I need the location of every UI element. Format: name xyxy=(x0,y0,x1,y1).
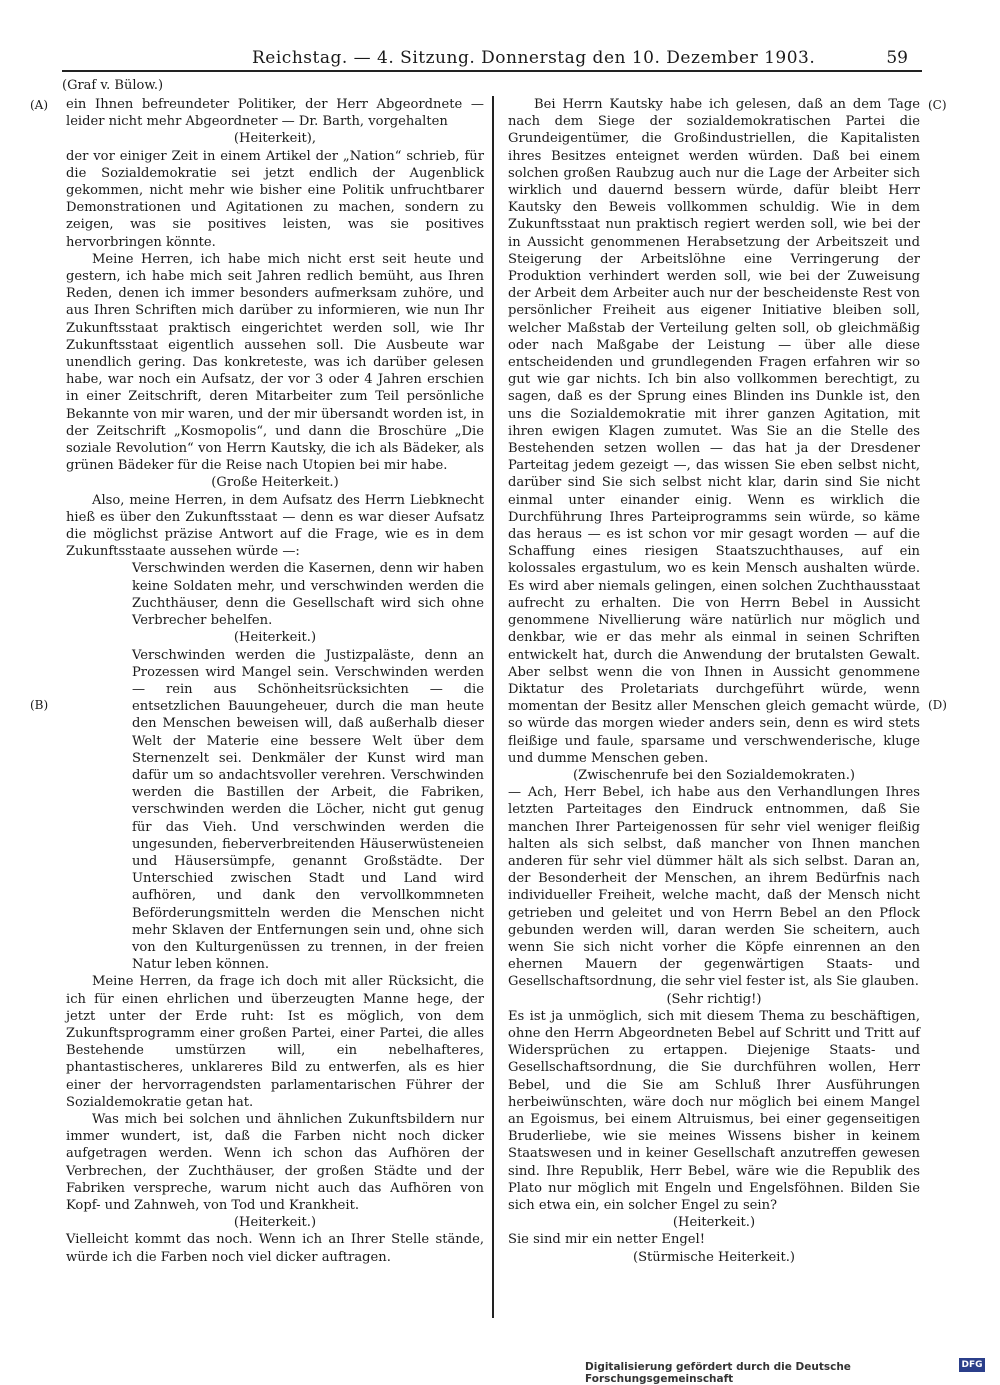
speaker-label: (Graf v. Bülow.) xyxy=(62,78,164,93)
margin-mark-c: (C) xyxy=(928,98,947,112)
page-header xyxy=(62,48,922,72)
interjection: (Heiterkeit), xyxy=(233,131,317,147)
interjection: (Heiterkeit.) xyxy=(672,1215,756,1231)
paragraph: Bei Herrn Kautsky habe ich gelesen, daß an dem Tage nach dem Siege der sozialdemokratischen Partei die Grundeigentümer, die Großindustriellen, die Kapitalisten ihres Besitzes enteignet werden würden. Daß bei einem solchen großen Raubzug auch nur die Lage der Arbeiter sich wirklich und dauernd bessern würde, dafür bleibt Herr Kautsky den Beweis vollkommen schuldig. Wie in dem Zukunftsstaat nun praktisch regiert werden soll, wie bei der in Aussicht genommenen Herabsetzung der Arbeitszeit und Steigerung der Arbeitslöhne eine Verringerung der Produktion verhindert werden soll, wie bei der Zuweisung der Arbeit dem Arbeiter auch nur der bescheidenste Rest von persönlicher Freiheit aus eigener Initiative bleiben soll, welcher Maßstab der Verteilung gelten soll, ob gleichmäßig oder nach Maßgabe der Leistung — über alle diese entscheidenden und grundlegenden Fragen erfahren wir so gut wie gar nichts. Ich bin also vollkommen berechtigt, zu sagen, daß es der Sprung eines Blinden ins Dunkle ist, den uns die Sozialdemokratie mit ihrer ganzen Agitation, mit ihren ewigen Klagen zumutet. Was Sie an die Stelle des Bestehenden setzen wollen — das hat ja der Dresdener Parteitag jedem gezeigt —, das wissen Sie eben selbst nicht, darüber sind Sie sich selbst nicht klar, darin sind Sie nicht einmal unter einander einig. Wenn es wirklich die Durchführung Ihres Parteiprogramms sein würde, so käme das heraus — es ist schon vor mir gesagt worden — auf die Schaffung eines riesigen Staatszuchthauses, auf ein kolossales ergastulum, wo es kein Mensch aushalten würde. Es wird aber niemals gelingen, einen solchen Zuchthausstaat aufrecht zu erhalten. Die von Herrn Bebel in Aussicht genommene Nivellierung wäre natürlich nur möglich und denkbar, wie er das mehr als einmal in seinen Schriften entwickelt hat, durch die Anwendung der brutalsten Gewalt. Aber selbst wenn die von Ihnen in Aussicht genommene Diktatur des Proletariats durchgeführt würde, wenn momentan der Besitz aller Menschen gleich gemacht würde, so würde das morgen wieder anders sein, denn es wird stets fleißige und faule, sparsame und verschwenderische, kluge und dumme Menschen geben. xyxy=(508,97,920,766)
dfg-logo: DFG xyxy=(959,1358,985,1372)
paragraph: Also, meine Herren, in dem Aufsatz des Herrn Liebknecht hieß es über den Zukunftsstaat — denn es war dieser Aufsatz die möglichst präzise Antwort auf die Frage, wie es in dem Zukunftsstaate aussehen würde —: xyxy=(66,492,484,560)
interjection: (Sehr richtig!) xyxy=(666,991,762,1007)
interjection: (Stürmische Heiterkeit.) xyxy=(632,1249,796,1265)
footer-credit: Digitalisierung gefördert durch die Deutsche Forschungsgemeinschaft xyxy=(585,1361,851,1385)
interjection: (Große Heiterkeit.) xyxy=(211,475,339,491)
paragraph: Meine Herren, da frage ich doch mit aller Rücksicht, die ich für einen ehrlichen und überzeugten Manne hege, der jetzt unter der Erde ruht: Ist es möglich, von dem Zukunftsprogramm einer großen Partei, einer Partei, die alles Bestehende umstürzen will, ein nebelhafteres, phantastischeres, unklareres Bild zu entwerfen, als es hier einer der hervorragendsten parlamentarischen Führer der Sozialdemokratie getan hat. xyxy=(66,974,484,1110)
paragraph: Sie sind mir ein netter Engel! xyxy=(508,1232,705,1248)
header-title: Reichstag. — 4. Sitzung. Donnerstag den 10. Dezember 1903. xyxy=(252,48,816,68)
interjection: (Zwischenrufe bei den Sozialdemokraten.) xyxy=(572,767,855,783)
paragraph: Was mich bei solchen und ähnlichen Zukunftsbildern nur immer wundert, ist, daß die Farben nicht noch dicker aufgetragen werden. Wenn ich schon das Aufhören der Verbrechen, der Zuchthäuser, der großen Städte und der Fabriken verspreche, warum nicht auch das Aufhören von Kopf- und Zahnweh, von Tod und Krankheit. xyxy=(66,1111,484,1213)
paragraph: Es ist ja unmöglich, sich mit diesem Thema zu beschäftigen, ohne den Herrn Abgeordneten Bebel auf Schritt und Tritt auf Widersprüchen zu ertappen. Diejenige Staats- und Gesellschaftsordnung, die Sie durchführen wollen, Herr Bebel, und die Sie am Schluß Ihrer Ausführungen herbeiwünschten, wäre doch nur möglich bei einem Mangel an Egoismus, bei einem Altruismus, bei einer gegenseitigen Bruderliebe, wie sie meines Wissens bisher in keinem Staatswesen und in keiner Gesellschaft anzutreffen gewesen sind. Ihre Republik, Herr Bebel, wäre wie die Republik des Plato nur möglich mit Engeln und Engelsföhnen. Bilden Sie sich etwa ein, ein solcher Engel zu sein? xyxy=(508,1008,920,1213)
margin-mark-a: (A) xyxy=(30,98,49,112)
interjection: (Heiterkeit.) xyxy=(233,630,317,646)
left-column xyxy=(66,96,484,1266)
block-quote: Verschwinden werden die Justizpaläste, denn an Prozessen wird Mangel sein. Verschwinden werden — rein aus Schönheitsrücksichten — die entsetzlichen Bauungeheuer, durch die man heute den Menschen beweisen will, daß außerhalb dieser Welt der Materie eine bessere Welt über dem Sternenzelt sei. Denkmäler der Kunst wird man dafür um so andachtsvoller verehren. Verschwinden werden die Bastillen der Arbeit, die Fabriken, verschwinden werden die Löcher, nicht gut genug für das Vieh. Und verschwinden werden die ungesunden, fieberverbreitenden Häuserwüsteneien und Häusersümpfe, genannt Großstädte. Der Unterschied zwischen Stadt und Land wird aufhören, und dank den vervollkommneten Beförderungsmitteln werden die Menschen nicht mehr Sklaven der Entfernungen sein und, ohne sich von den Kulturgenüssen zu trennen, in der freien Natur leben können. xyxy=(132,647,484,973)
paragraph: — Ach, Herr Bebel, ich habe aus den Verhandlungen Ihres letzten Parteitages den Eindruck entnommen, daß Sie manchen Ihrer Parteigenossen für sehr viel weniger fleißig halten als sich selbst, daß mancher von Ihnen manchen anderen für sehr viel dümmer hält als sich selbst. Daran an, der Besonderheit der Menschen, an ihrem Bedürfnis nach individueller Freiheit, welche macht, daß der Mensch nicht getrieben und geleitet und von Herrn Bebel an den Pflock gebunden werden will, daran werden Sie scheitern, auch wenn Sie sich nicht vorher die Köpfe einrennen an den ehernen Mauern der gegenwärtigen Staats- und Gesellschaftsordnung, die sehr viel fester ist, als Sie glauben. xyxy=(508,785,920,990)
paragraph: Vielleicht kommt das noch. Wenn ich an Ihrer Stelle stände, würde ich die Farben noch viel dicker auftragen. xyxy=(66,1232,484,1265)
column-divider xyxy=(492,96,494,1318)
margin-mark-d: (D) xyxy=(928,698,947,712)
paragraph: Meine Herren, ich habe mich nicht erst seit heute und gestern, ich habe mich seit Jahren redlich bemüht, aus Ihren Reden, denen ich immer besonders aufmerksam zuhöre, und aus Ihren Schriften mich darüber zu informieren, wie nun Ihr Zukunftsstaat praktisch eingerichtet werden soll, wie Ihr Zukunftsstaat eigentlich aussehen soll. Die Ausbeute war unendlich gering. Das konkreteste, was ich darüber gelesen habe, war noch ein Aufsatz, der vor 3 oder 4 Jahren erschien in einer Zeitschrift, deren Mitarbeiter zum Teil persönliche Bekannte von mir waren, und der mir übersandt worden ist, in der Zeitschrift „Kosmopolis“, und dann die Broschüre „Die soziale Revolution“ von Herrn Kautsky, die ich als Bädeker, als grünen Bädeker für die Reise nach Utopien bei mir habe. xyxy=(66,251,484,474)
margin-mark-b: (B) xyxy=(30,698,49,712)
right-column xyxy=(508,96,920,1266)
page-number: 59 xyxy=(886,48,908,68)
paragraph: ein Ihnen befreundeter Politiker, der Herr Abgeordnete — leider nicht mehr Abgeordneter — Dr. Barth, vorgehalten xyxy=(66,97,484,130)
block-quote: Verschwinden werden die Kasernen, denn wir haben keine Soldaten mehr, und verschwinden werden die Zuchthäuser, denn die Gesellschaft wird sich ohne Verbrecher behelfen. xyxy=(132,561,484,629)
interjection: (Heiterkeit.) xyxy=(233,1215,317,1231)
paragraph: der vor einiger Zeit in einem Artikel der „Nation“ schrieb, für die Sozialdemokratie sei jetzt endlich der Augenblick gekommen, nicht mehr wie bisher eine Politik unfruchtbarer Demonstrationen und Agitationen zu machen, sondern zu zeigen, was sie positives leisten, was sie positives hervorbringen könnte. xyxy=(66,148,484,250)
